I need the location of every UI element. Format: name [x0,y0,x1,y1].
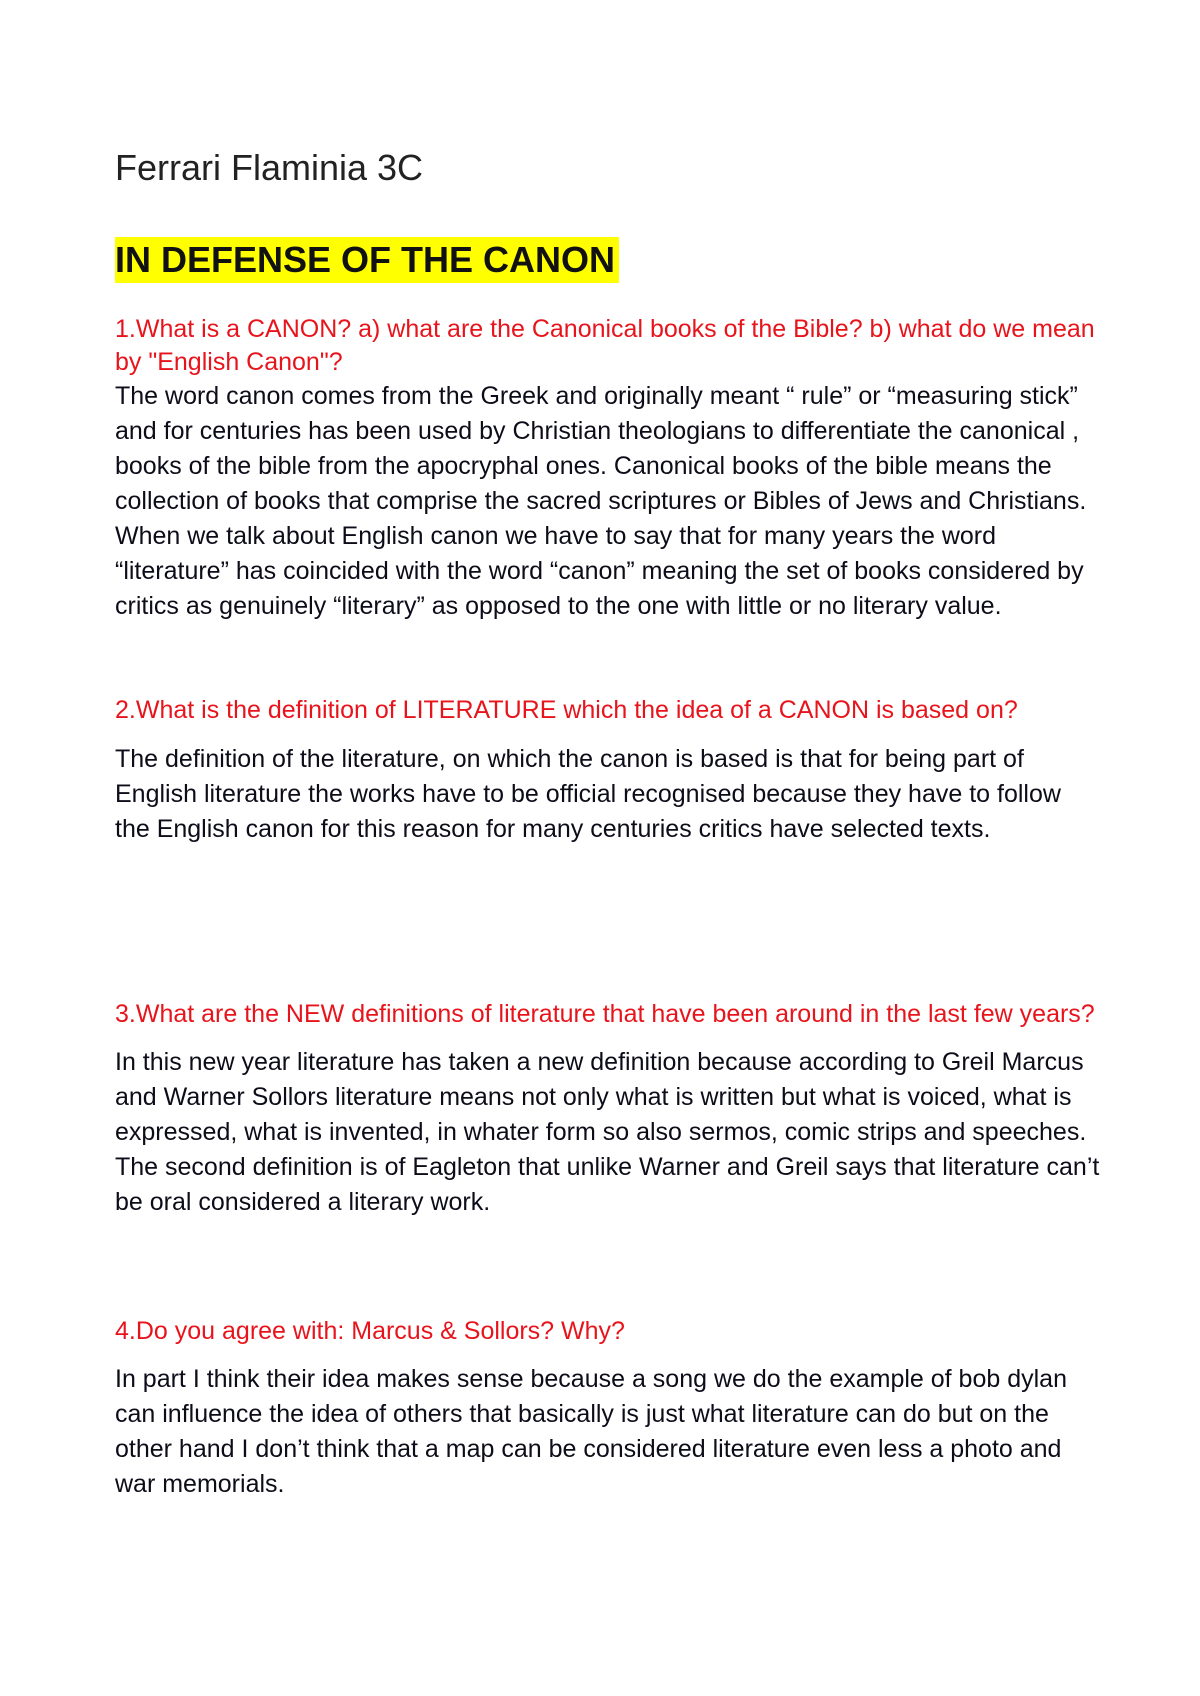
answer-1: The word canon comes from the Greek and originally meant “ rule” or “measuring stick” and for centuries has been used by Christian theologians to differentiate the canonical , books of the bible from the apocryphal ones. Canonical books of the bible means the collection of books that comprise the sacred scriptures or Bibles of Jews and Christians. When we talk about English canon we have to say that for many years the word “literature” has coincided with the word “canon” meaning the set of books considered by critics as genuinely “literary” as opposed to the one with little or no literary value. [115,382,1087,620]
title-wrap [115,237,619,283]
answer-2: The definition of the literature, on which the canon is based is that for being part of English literature the works have to be official recognised because they have to follow the English canon for this reason for many centuries critics have selected texts. [115,745,1061,843]
answer-4: In part I think their idea makes sense because a song we do the example of bob dylan can influence the idea of others that basically is just what literature can do but on the other hand I don’t think that a map can be considered literature even less a photo and war memorials. [115,1365,1067,1498]
question-1: 1.What is a CANON? a) what are the Canonical books of the Bible? b) what do we mean by "English Canon"? [115,315,1095,376]
section-3 [115,998,1100,1220]
answer-3: In this new year literature has taken a new definition because according to Greil Marcus and Warner Sollors literature means not only what is written but what is voiced, what is expressed, what is invented, in whater form so also sermos, comic strips and speeches. The second definition is of Eagleton that unlike Warner and Greil says that literature can’t be oral considered a literary work. [115,1048,1100,1216]
section-2 [115,690,1100,847]
question-3: 3.What are the NEW definitions of literature that have been around in the last few years? [115,1000,1095,1028]
author-line: Ferrari Flaminia 3C [115,147,424,188]
section-4 [115,1315,1100,1502]
question-2: 2.What is the definition of LITERATURE which the idea of a CANON is based on? [115,696,1018,724]
question-4: 4.Do you agree with: Marcus & Sollors? Why? [115,1317,625,1345]
section-1 [115,313,1100,624]
document-title: IN DEFENSE OF THE CANON [115,237,619,283]
